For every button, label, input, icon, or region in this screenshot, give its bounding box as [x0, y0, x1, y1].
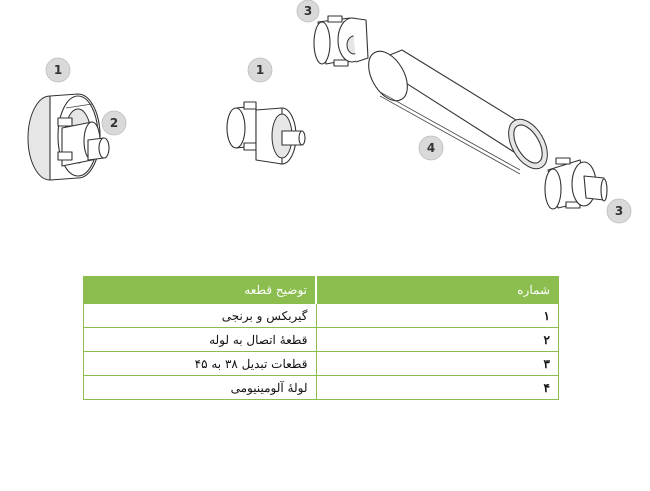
row-description: قطعهٔ اتصال به لوله [84, 328, 317, 352]
table-header-row [84, 277, 559, 304]
row-number: ۴ [316, 376, 559, 400]
row-number: ۱ [316, 304, 559, 328]
svg-text:1: 1 [255, 63, 265, 77]
aluminium-tube-drawing [361, 45, 556, 176]
callout-2 [102, 111, 126, 135]
row-number: ۳ [316, 352, 559, 376]
adapter-right-drawing [545, 158, 607, 209]
header-description: توضیح قطعه [84, 277, 317, 304]
table-row [84, 304, 559, 328]
parts-table [83, 276, 559, 400]
callout-1-left [46, 58, 70, 82]
callout-3-right [607, 199, 631, 223]
svg-text:3: 3 [303, 4, 313, 18]
svg-text:2: 2 [109, 116, 119, 130]
table-row [84, 352, 559, 376]
row-description: لولهٔ آلومینیومی [84, 376, 317, 400]
header-number: شماره [316, 277, 559, 304]
svg-text:1: 1 [53, 63, 63, 77]
row-description: گیربکس و برنجی [84, 304, 317, 328]
callout-3-top [297, 0, 319, 22]
row-number: ۲ [316, 328, 559, 352]
table-row [84, 328, 559, 352]
row-description: قطعات تبدیل ۳۸ به ۴۵ [84, 352, 317, 376]
callout-4 [419, 136, 443, 160]
adapter-top-drawing [314, 16, 368, 66]
svg-text:4: 4 [426, 141, 436, 155]
coupling-piece-drawing [227, 102, 305, 164]
callout-1-middle [248, 58, 272, 82]
table-row [84, 376, 559, 400]
svg-text:3: 3 [614, 204, 624, 218]
gearbox-assembly-drawing [28, 94, 109, 180]
